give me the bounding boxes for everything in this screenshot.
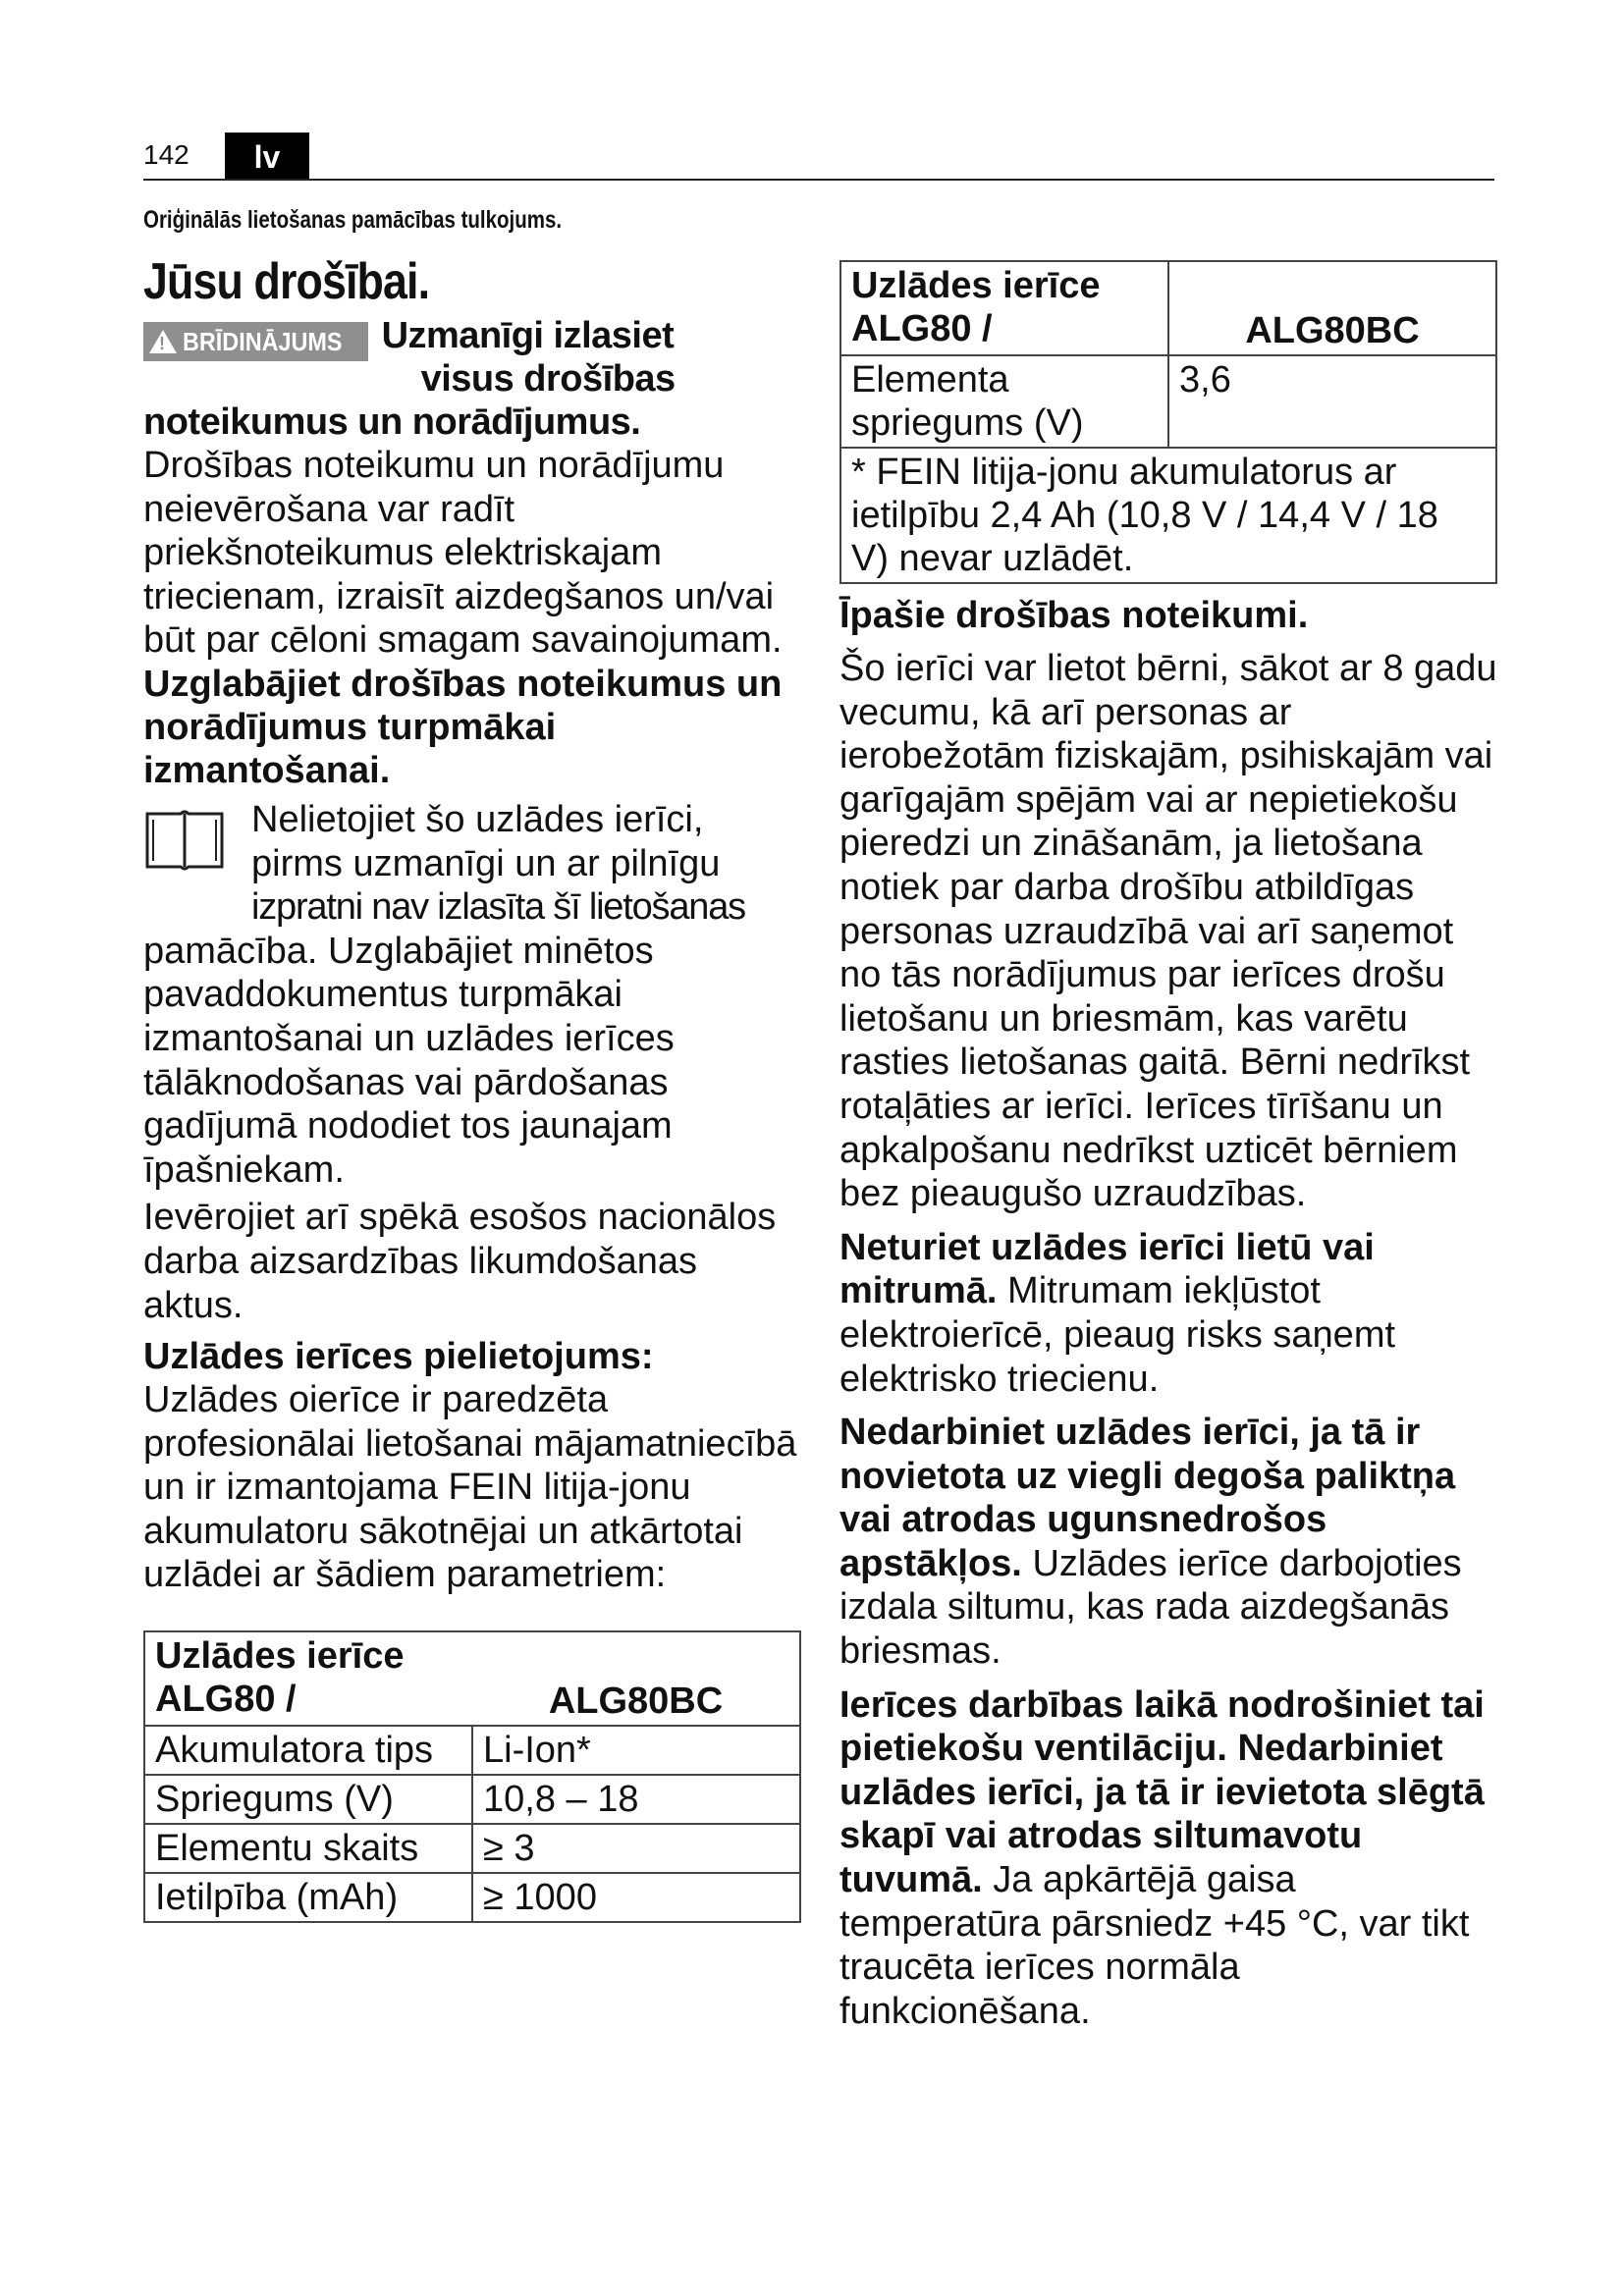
- row-label: Akumulatora tips: [144, 1726, 472, 1775]
- table-head-left: Uzlādes ierīce ALG80 /: [144, 1631, 472, 1726]
- manual-notice: [143, 798, 801, 1192]
- language-tab: lv: [225, 133, 309, 179]
- row-value: 10,8 – 18: [472, 1775, 800, 1824]
- table-row: [144, 1726, 800, 1775]
- charger-spec-table: [143, 1630, 801, 1923]
- use-heading: Uzlādes ierīces pielietojums:: [143, 1336, 654, 1378]
- table-row: [144, 1873, 800, 1922]
- row-value: ≥ 1000: [472, 1873, 800, 1922]
- rain-warning: [839, 1226, 1497, 1401]
- safety-paragraph: Drošības noteikumu un norādījumu neievērošana var radīt priekšnoteikumus elektriskajam triecienam, izraisīt aizdegšanos un/vai būt par cēloni smagam savainojumam.: [143, 445, 783, 662]
- manual-line-2: pirms uzmanīgi un ar pilnīgu: [251, 842, 721, 884]
- table-row: [144, 1775, 800, 1824]
- table-head-right: ALG80BC: [472, 1631, 800, 1726]
- cell-voltage-table: [839, 260, 1497, 584]
- table-row: [144, 1824, 800, 1873]
- ventilation-warning: [839, 1683, 1497, 2034]
- warning-text-head: [382, 314, 676, 400]
- rain-warning-bold: Neturiet uzlādes ierīci lietū vai mitrumā.: [839, 1226, 1375, 1312]
- national-regulations: Ievērojiet arī spēkā esošos nacionālos darba aizsardzības likumdošanas aktus.: [143, 1197, 777, 1326]
- warning-line-2: visus drošības: [420, 358, 676, 400]
- rain-warning-text: Mitrumam iekļūstot elektroierīcē, pieaug risks saņemt elektrisko triecienu.: [839, 1270, 1396, 1400]
- fire-warning: [839, 1411, 1497, 1674]
- fire-warning-bold: Nedarbiniet uzlādes ierīci, ja tā ir novietota uz viegli degoša paliktņa vai atrodas ugunsnedrošos apstākļos.: [839, 1412, 1456, 1584]
- row-value: 3,6: [1168, 355, 1496, 448]
- row-label: Ietilpība (mAh): [144, 1873, 472, 1922]
- row-value: Li-Ion*: [472, 1726, 800, 1775]
- warning-badge: [143, 322, 368, 361]
- manual-line-3: izpratni nav izlasīta šī lietošanas: [251, 886, 745, 929]
- children-paragraph: Šo ierīci var lietot bērni, sākot ar 8 gadu vecumu, kā arī personas ar ierobežotām fiziskajām, psihiskajām vai garīgajām spējām vai ar nepietiekošu pieredzi un zināšanām, ja lietošana notiek par darba drošību atbildīgas personas uzraudzībā vai arī saņemot no tās norādījumus par ierīces drošu lietošanu un briesmām, kas varētu rasties lietošanas gaitā. Bērni nedrīkst rotaļāties ar ierīci. Ierīces tīrīšanu un apkalpošanu nedrīkst uzticēt bērniem bez pieaugušo uzraudzības.: [839, 648, 1497, 1215]
- open-book-icon: [143, 806, 226, 875]
- warning-block: [143, 314, 801, 400]
- page-number: 142: [143, 139, 189, 170]
- keep-instructions-note: Uzglabājiet drošības noteikumus un norādījumus turpmākai izmantošanai.: [143, 663, 783, 791]
- row-label: Spriegums (V): [144, 1775, 472, 1824]
- table-footnote-row: [840, 448, 1496, 583]
- manual-line-1: Nelietojiet šo uzlādes ierīci,: [251, 798, 704, 840]
- use-description: Uzlādes oierīce ir paredzēta profesionālai lietošanai mājamatniecībā un ir izmantojama FEIN litija-jonu akumulatoru sākotnējai un atkārtotai uzlādei ar šādiem parametriem:: [143, 1379, 797, 1596]
- warning-line-3: noteikumus un norādījumus.: [143, 401, 641, 443]
- row-label: Elementa spriegums (V): [840, 355, 1168, 448]
- warning-triangle-icon: !: [149, 330, 177, 353]
- special-safety-heading: Īpašie drošības noteikumi.: [839, 595, 1309, 636]
- ventilation-warning-bold: Ierīces darbības laikā nodrošiniet tai pietiekošu ventilāciju. Nedarbiniet uzlādes ierīci, ja tā ir ievietota slēgtā skapī vai atrodas siltumavotu tuvumā.: [839, 1683, 1485, 1901]
- row-label: Elementu skaits: [144, 1824, 472, 1873]
- table-head-right: ALG80BC: [1168, 261, 1496, 355]
- right-column: [839, 260, 1497, 2033]
- ventilation-warning-text: Ja apkārtējā gaisa temperatūra pārsniedz +45 °C, var tikt traucēta ierīces normāla funkcionēšana.: [839, 1859, 1470, 2032]
- header-rule: [143, 179, 1494, 181]
- table-row: [840, 355, 1496, 448]
- section-title: Jūsu drošībai.: [143, 253, 430, 310]
- table-footnote: * FEIN litija-jonu akumulatorus ar ietilpību 2,4 Ah (10,8 V / 14,4 V / 18 V) nevar uzlādēt.: [840, 448, 1496, 583]
- manual-continuation: pamācība. Uzglabājiet minētos pavaddokumentus turpmākai izmantošanai un uzlādes ierīces tālāknodošanas vai pārdošanas gadījumā nododiet tos jaunajam īpašniekam.: [143, 930, 675, 1191]
- warning-badge-label: BRĪDINĀJUMS: [183, 326, 343, 356]
- table-head-left: Uzlādes ierīce ALG80 /: [840, 261, 1168, 355]
- fire-warning-text: Uzlādes ierīce darbojoties izdala siltumu, kas rada aizdegšanās briesmas.: [839, 1542, 1462, 1673]
- warning-line-1: Uzmanīgi izlasiet: [381, 315, 675, 356]
- row-value: ≥ 3: [472, 1824, 800, 1873]
- left-column: [143, 253, 801, 1923]
- document-subtitle: Oriģinālās lietošanas pamācības tulkojums.: [143, 206, 563, 234]
